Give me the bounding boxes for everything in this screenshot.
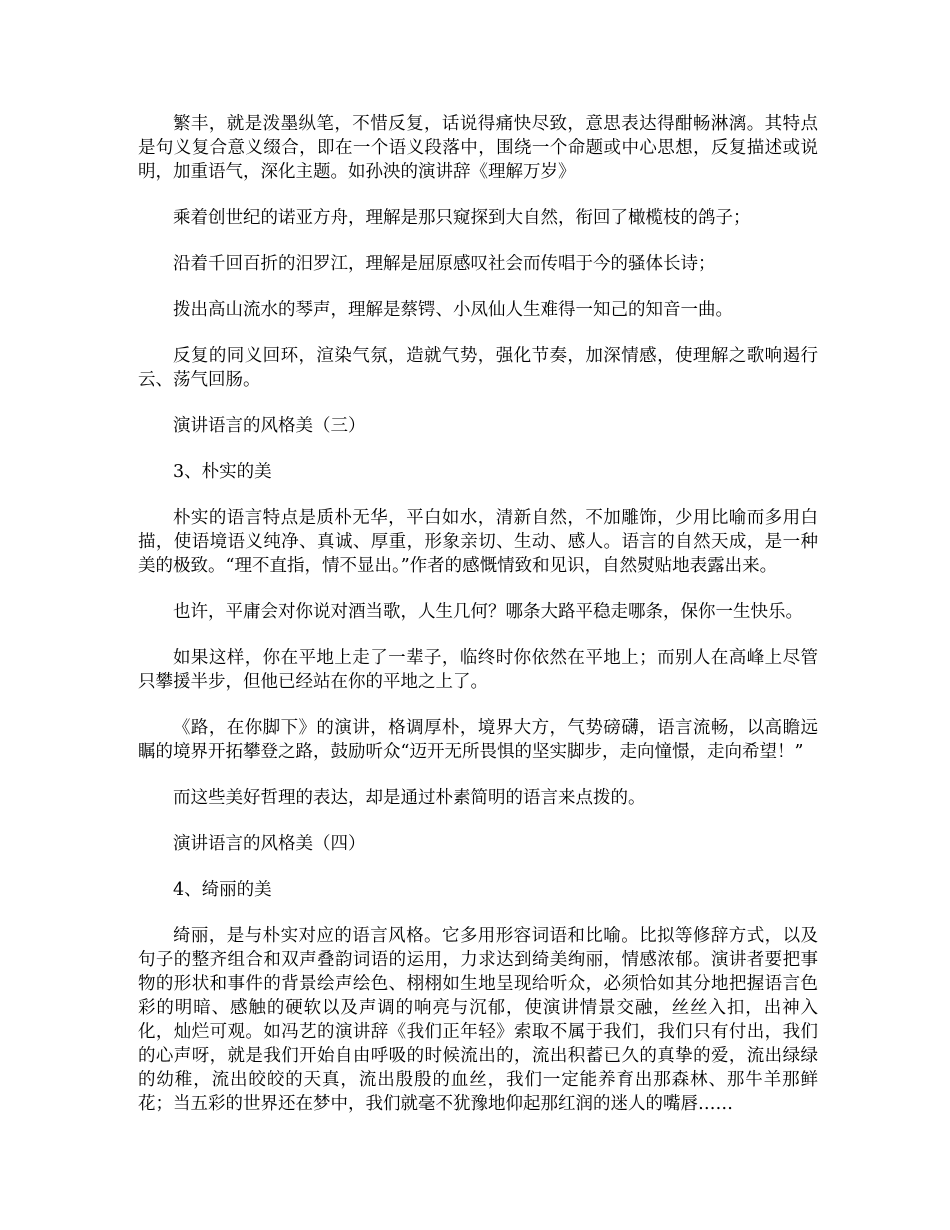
paragraph: 繁丰，就是泼墨纵笔，不惜反复，话说得痛快尽致，意思表达得酣畅淋漓。其特点是句义复合意义缀合，即在一个语义段落中，围绕一个命题或中心思想，反复描述或说明，加重语气，深化主题。如孙泱的演讲辞《理解万岁》	[138, 114, 818, 182]
paragraph: 如果这样，你在平地上走了一辈子，临终时你依然在平地上；而别人在高峰上尽管只攀援半步，但他已经站在你的平地之上了。	[138, 648, 818, 692]
subsection-heading: 3、朴实的美	[173, 462, 272, 482]
subsection-heading: 4、绮丽的美	[173, 880, 272, 900]
paragraph: 乘着创世纪的诺亚方舟，理解是那只窥探到大自然，衔回了橄榄枝的鸽子；	[173, 208, 751, 228]
paragraph: 《路，在你脚下》的演讲，格调厚朴，境界大方，气势磅礴，语言流畅，以高瞻远瞩的境界开拓攀登之路，鼓励听众“迈开无所畏惧的坚实脚步，走向憧憬，走向希望！”	[138, 718, 818, 762]
paragraph: 反复的同义回环，渲染气氛，造就气势，强化节奏，加深情感，使理解之歌响遏行云、荡气回肠。	[138, 346, 818, 390]
paragraph: 沿着千回百折的汨罗江，理解是屈原感叹社会而传唱于今的骚体长诗；	[173, 254, 716, 274]
section-heading: 演讲语言的风格美（三）	[173, 416, 366, 436]
paragraph: 拨出高山流水的琴声，理解是蔡锷、小凤仙人生难得一知己的知音一曲。	[173, 300, 733, 320]
paragraph: 也许，平庸会对你说对酒当歌，人生几何？哪条大路平稳走哪条，保你一生快乐。	[173, 602, 803, 622]
paragraph: 而这些美好哲理的表达，却是通过朴素简明的语言来点拨的。	[173, 788, 646, 808]
paragraph: 朴实的语言特点是质朴无华，平白如水，清新自然，不加雕饰，少用比喻而多用白描，使语境语义纯净、真诚、厚重，形象亲切、生动、感人。语言的自然天成，是一种美的极致。“理不直指，情不显出。”作者的感慨情致和见识，自然熨贴地表露出来。	[138, 508, 818, 576]
document-page	[138, 112, 818, 1116]
paragraph: 绮丽，是与朴实对应的语言风格。它多用形容词语和比喻。比拟等修辞方式，以及句子的整齐组合和双声叠韵词语的运用，力求达到绮美绚丽，情感浓郁。演讲者要把事物的形状和事件的背景绘声绘色、栩栩如生地呈现给听众，必须恰如其分地把握语言色彩的明暗、感触的硬软以及声调的响亮与沉郁，使演讲情景交融，丝丝入扣，出神入化，灿烂可观。如冯艺的演讲辞《我们正年轻》索取不属于我们，我们只有付出，我们的心声呀，就是我们开始自由呼吸的时候流出的，流出积蓄已久的真挚的爱，流出绿绿的幼稚，流出皎皎的天真，流出殷殷的血丝，我们一定能养育出那森林、那牛羊那鲜花；当五彩的世界还在梦中，我们就毫不犹豫地仰起那红润的迷人的嘴唇……	[138, 926, 818, 1114]
section-heading: 演讲语言的风格美（四）	[173, 834, 366, 854]
